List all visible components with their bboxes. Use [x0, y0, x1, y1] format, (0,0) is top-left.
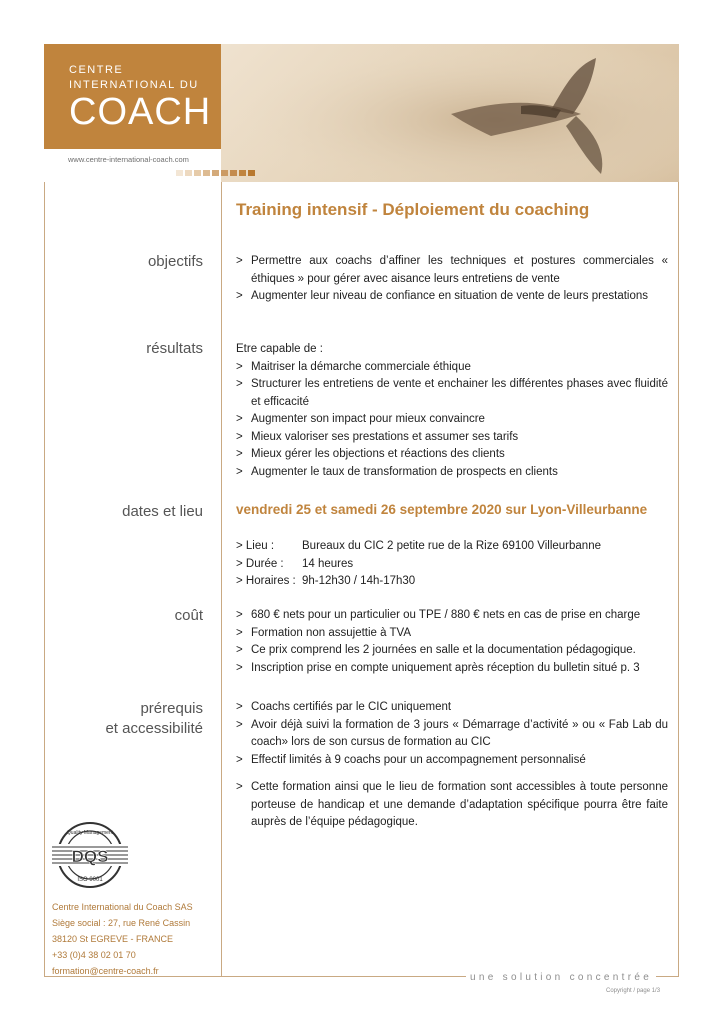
seal-letters: DQS: [71, 847, 109, 866]
list-item: > Avoir déjà suivi la formation de 3 jours « Démarrage d’activité » ou « Fab Lab du coach» lors de son cursus de formation au CIC: [236, 717, 668, 752]
list-item: > Augmenter son impact pour mieux convaincre: [236, 411, 668, 429]
bird-photo-icon: [221, 44, 679, 182]
resultats-block: [236, 341, 668, 481]
list-item: > Coachs certifiés par le CIC uniquement: [236, 699, 668, 717]
page-title: Training intensif - Déploiement du coaching: [236, 200, 590, 219]
list-item: > Augmenter le taux de transformation de prospects en clients: [236, 464, 668, 482]
seal-bottom-text: ISO 9001: [77, 877, 103, 883]
address-line: Siège social : 27, rue René Cassin: [52, 918, 191, 928]
website-link[interactable]: www.centre-international-coach.com: [68, 155, 189, 164]
dates-info: [236, 538, 601, 591]
copyright: Copyright / page 1/3: [606, 988, 661, 994]
prerequis-label-line-2: et accessibilité: [105, 720, 203, 737]
email-link[interactable]: formation@centre-coach.fr: [52, 966, 159, 976]
info-key: > Horaires :: [236, 575, 296, 587]
list-item: > Formation non assujettie à TVA: [236, 625, 668, 643]
info-key: > Lieu :: [236, 540, 275, 552]
info-row-horaires: [236, 573, 601, 591]
website-area: [44, 149, 221, 182]
list-item: > Inscription prise en compte uniquement après réception du bulletin situé p. 3: [236, 660, 668, 678]
address-line: Centre International du Coach SAS: [52, 902, 193, 912]
resultats-intro: Etre capable de :: [236, 343, 323, 355]
header-photo: [221, 44, 679, 182]
section-label-cout: coût: [174, 607, 203, 624]
info-value: Bureaux du CIC 2 petite rue de la Rize 69100 Villeurbanne: [302, 540, 601, 552]
info-row-duree: [236, 556, 601, 574]
dqs-iso-seal-icon: [50, 820, 130, 890]
list-item: > Maitriser la démarche commerciale éthique: [236, 359, 668, 377]
logo-line-1: CENTRE: [69, 64, 124, 76]
phone-number: +33 (0)4 38 02 01 70: [52, 950, 136, 960]
list-item: > Permettre aux coachs d’affiner les techniques et postures commerciales « éthiques » pour gérer avec aisance leurs entretiens de vente: [236, 253, 668, 288]
prerequis-block: [236, 699, 668, 832]
address-line: 38120 St EGREVE - FRANCE: [52, 934, 174, 944]
seal-top-text: Quality Management: [66, 830, 114, 836]
logo-line-3: COACH: [69, 91, 212, 133]
list-item: > Structurer les entretiens de vente et enchainer les différentes phases avec fluidité et efficacité: [236, 376, 668, 411]
logo: [44, 44, 221, 149]
list-item: > Mieux gérer les objections et réactions des clients: [236, 446, 668, 464]
color-swatches: [176, 170, 255, 176]
section-label-objectifs: objectifs: [147, 253, 203, 270]
section-label-resultats: résultats: [146, 340, 203, 357]
column-divider: [221, 182, 222, 977]
list-item: > 680 € nets pour un particulier ou TPE / 880 € nets en cas de prise en charge: [236, 607, 668, 625]
list-item: > Cette formation ainsi que le lieu de formation sont accessibles à toute personne porteuse de handicap et une demande d’adaptation spécifique pourra être faite auprès de l’équipe pédagogique.: [236, 779, 668, 832]
list-item: > Mieux valoriser ses prestations et assumer ses tarifs: [236, 429, 668, 447]
list-item: > Effectif limités à 9 coachs pour un accompagnement personnalisé: [236, 752, 668, 770]
section-label-dates: dates et lieu: [122, 503, 203, 520]
footer-address: [52, 899, 193, 979]
prerequis-label-line-1: prérequis: [140, 700, 203, 717]
info-value: 9h-12h30 / 14h-17h30: [302, 575, 416, 587]
list-item: > Augmenter leur niveau de confiance en situation de vente de leurs prestations: [236, 288, 668, 306]
tagline: une solution concentrée: [466, 972, 656, 983]
info-key: > Durée :: [236, 557, 284, 570]
info-value: 14 heures: [302, 557, 354, 570]
objectifs-block: [236, 253, 668, 306]
logo-line-2: INTERNATIONAL DU: [69, 79, 199, 91]
info-row-lieu: [236, 538, 601, 556]
cout-block: [236, 607, 668, 677]
date-headline: vendredi 25 et samedi 26 septembre 2020 sur Lyon-Villeurbanne: [236, 502, 648, 517]
list-item: > Ce prix comprend les 2 journées en salle et la documentation pédagogique.: [236, 642, 668, 660]
section-label-prerequis: [105, 699, 203, 739]
